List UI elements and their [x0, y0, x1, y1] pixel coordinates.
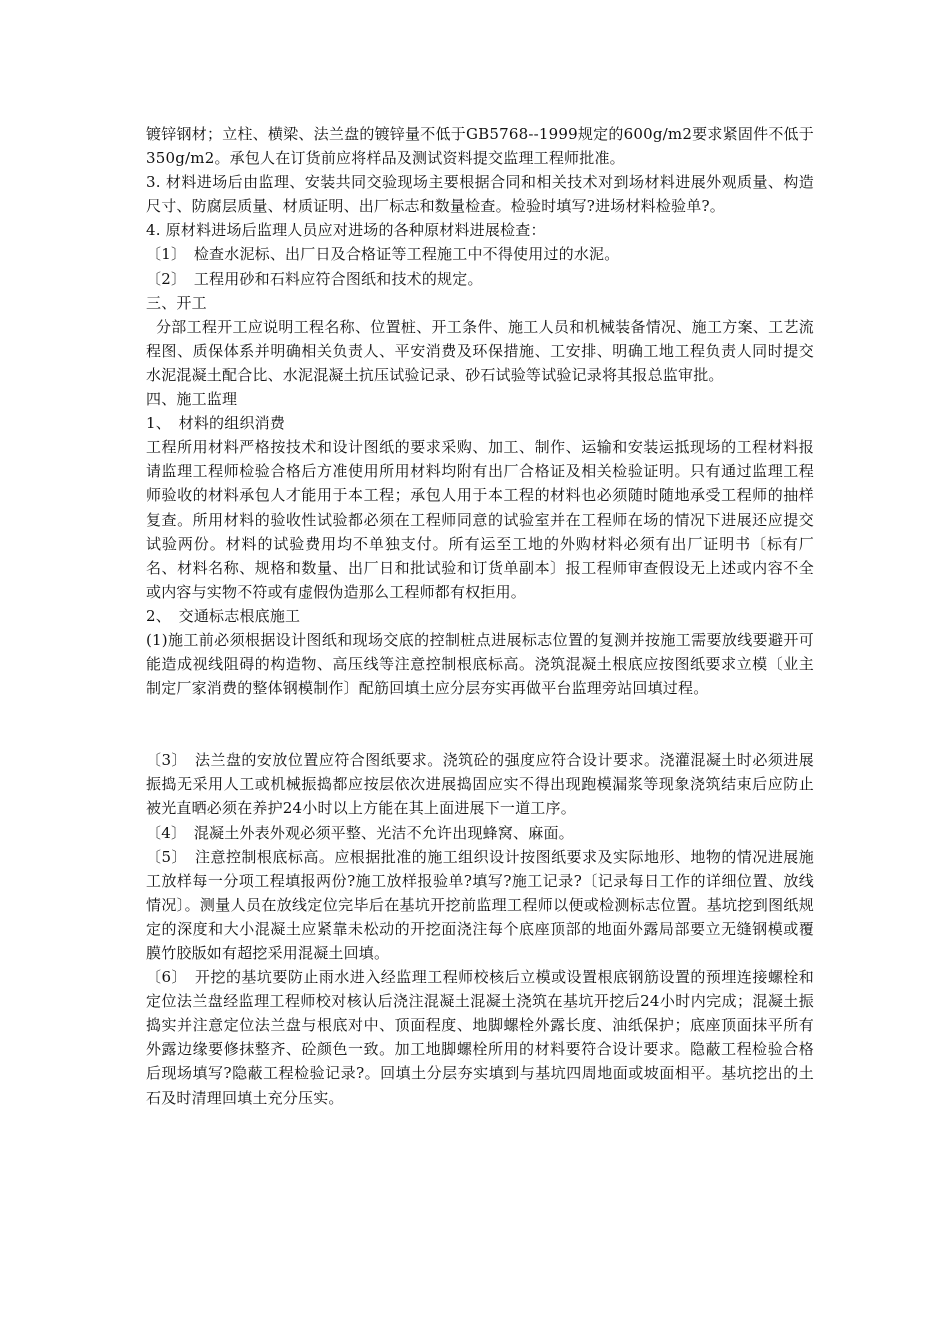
subheading-sign-foundation: 2、 交通标志根底施工 [146, 606, 301, 625]
paragraph-galvanized-steel: 镀锌钢材；立柱、横梁、法兰盘的镀锌量不低于GB5768--1999规定的600g/m2要求紧固件不低于350g/m2。承包人在订货前应将样品及测试资料提交监理工程师批准。 [146, 125, 814, 168]
list-item-6-foundation-pit: 〔6〕 开挖的基坑要防止雨水进入经监理工程师校核后立模或设置根底钢筋设置的预埋连接螺栓和定位法兰盘经监理工程师校对核认后浇注混凝土混凝土浇筑在基坑开挖后24小时内完成；混凝土振捣实并注意定位法兰盘与根底对中、顶面程度、地脚螺栓外露长度、油纸保护；底座顶面抹平所有外露边缘要修抹整齐、砼颜色一致。加工地脚螺栓所用的材料要符合设计要求。隐蔽工程检验合格后现场填写?隐蔽工程检验记录?。回填土分层夯实填到与基坑四周地面或坡面相平。基坑挖出的土石及时清理回填土充分压实。 [146, 968, 814, 1107]
paragraph-material-requirements: 工程所用材料严格按技术和设计图纸的要求采购、加工、制作、运输和安装运抵现场的工程材料报请监理工程师检验合格后方准使用所用材料均附有出厂合格证及相关检验证明。只有通过监理工程师验收的材料承包人才能用于本工程；承包人用于本工程的材料也必须随时随地承受工程师的抽样复查。所用材料的验收性试验都必须在工程师同意的试验室并在工程师在场的情况下进展还应提交试验两份。材料的试验费用均不单独支付。所有运至工地的外购材料必须有出厂证明书〔标有厂名、材料名称、规格和数量、出厂日和批试验和订货单副本〕报工程师审查假设无上述或内容不全或内容与实物不符或有虚假伪造那么工程师都有权拒用。 [146, 438, 814, 601]
list-item-1-cement: 〔1〕 检查水泥标、出厂日及合格证等工程施工中不得使用过的水泥。 [146, 245, 620, 264]
paragraph-start-work: 分部工程开工应说明工程名称、位置桩、开工条件、施工人员和机械装备情况、施工方案、工艺流程图、质保体系并明确相关负责人、平安消费及环保措施、工安排、明确工地工程负责人同时提交水泥混凝土配合比、水泥混凝土抗压试验记录、砂石试验等试验记录将其报总监审批。 [146, 317, 814, 384]
section-heading-start-work: 三、开工 [146, 293, 207, 312]
document-page [146, 122, 814, 1110]
list-item-2-sand-stone: 〔2〕 工程用砂和石料应符合图纸和技术的规定。 [146, 269, 483, 288]
paragraph-item-4-raw-material-check: 4. 原材料进场后监理人员应对进场的各种原材料进展检查： [146, 221, 546, 240]
list-item-5-elevation-control: 〔5〕 注意控制根底标高。应根据批准的施工组织设计按图纸要求及实际地形、地物的情况进展施工放样每一分项工程填报两份?施工放样报验单?填写?施工记录?〔记录每日工作的详细位置、放线情况〕。测量人员在放线定位完毕后在基坑开挖前监理工程师以便或检测标志位置。基坑挖到图纸规定的深度和大小混凝土应紧靠未松动的开挖面浇注每个底座顶部的地面外露局部要立无缝钢模或覆膜竹胶版如有超挖采用混凝土回填。 [146, 847, 814, 962]
paragraph-foundation-item-1: (1)施工前必须根据设计图纸和现场交底的控制桩点进展标志位置的复测并按施工需要放线要避开可能造成视线阻碍的构造物、高压线等注意控制根底标高。浇筑混凝土根底应按图纸要求立模〔业主制定厂家消费的整体钢模制作〕配筋回填土应分层夯实再做平台监理旁站回填过程。 [146, 630, 814, 698]
paragraph-gap [146, 700, 814, 748]
list-item-3-flange: 〔3〕 法兰盘的安放位置应符合图纸要求。浇筑砼的强度应符合设计要求。浇灌混凝土时必须进展振捣无采用人工或机械振捣都应按层依次进展捣固应实不得出现跑模漏浆等现象浇筑结束后应防止被光直晒必须在养护24小时以上方能在其上面进展下一道工序。 [146, 751, 814, 818]
list-item-4-concrete-surface: 〔4〕 混凝土外表外观必须平整、光洁不允许出现蜂窝、麻面。 [146, 823, 574, 842]
section-heading-construction-supervision: 四、施工监理 [146, 390, 238, 409]
paragraph-item-3-material-entry: 3. 材料进场后由监理、安装共同交验现场主要根据合同和相关技术对到场材料进展外观质量、构造尺寸、防腐层质量、材质证明、出厂标志和数量检查。检验时填写?进场材料检验单?。 [146, 173, 814, 216]
subheading-material-organization: 1、 材料的组织消费 [146, 414, 286, 433]
